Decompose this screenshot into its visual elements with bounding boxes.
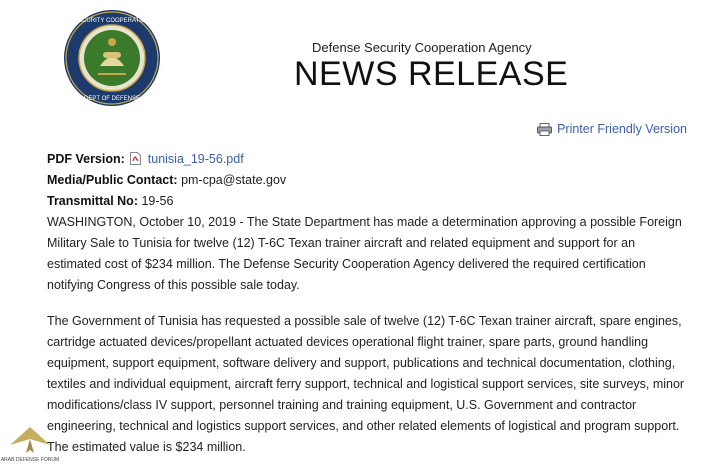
release-paragraph-1: WASHINGTON, October 10, 2019 - The State Department has made a determination approving a possible Foreign Military Sale to Tunisia for twelve (12) T-6C Texan trainer aircraft and related equipment and support for an estimated cost of $234 million. The Defense Security Cooperation Agency delivered the required certification notifying Congress of this possible sale today. bbox=[47, 215, 682, 292]
pdf-download-link[interactable]: tunisia_19-56.pdf bbox=[147, 152, 244, 166]
printer-friendly-link[interactable] bbox=[537, 122, 687, 136]
transmittal-label: Transmittal No: bbox=[47, 194, 138, 208]
media-contact-value: pm-cpa@state.gov bbox=[181, 173, 287, 187]
release-paragraph-2: The Government of Tunisia has requested a possible sale of twelve (12) T-6C Texan trainer aircraft, spare engines, cartridge actuated devices/propellant actuated devices operational flight trainer, spare parts, ground handling equipment, support equipment, software delivery and support, publications and technical documentation, clothing, textiles and individual equipment, aircraft ferry support, technical and logistical support services, site surveys, minor modifications/class IV support, personnel training and training equipment, U.S. Government and contractor engineering, technical and logistics support services, and other related elements of logistical and program support. The estimated value is $234 million. bbox=[47, 314, 685, 454]
dsca-seal-logo bbox=[62, 8, 162, 108]
printer-icon bbox=[537, 123, 552, 136]
transmittal-value: 19-56 bbox=[141, 194, 174, 208]
transmittal-row bbox=[47, 191, 286, 212]
pdf-icon bbox=[130, 152, 141, 165]
media-contact-label: Media/Public Contact: bbox=[47, 173, 178, 187]
printer-friendly-label[interactable]: Printer Friendly Version bbox=[557, 122, 687, 136]
page-title: NEWS RELEASE bbox=[294, 55, 569, 93]
pdf-version-label: PDF Version: bbox=[47, 152, 125, 166]
svg-text:ARAB DEFENSE FORUM: ARAB DEFENSE FORUM bbox=[0, 457, 60, 463]
pdf-version-row bbox=[47, 149, 286, 170]
arab-defense-forum-watermark bbox=[0, 423, 60, 467]
agency-name: Defense Security Cooperation Agency bbox=[312, 40, 532, 55]
media-contact-row bbox=[47, 170, 286, 191]
svg-text:SECURITY COOPERATION: SECURITY COOPERATION bbox=[74, 18, 150, 24]
page-header bbox=[0, 0, 707, 110]
svg-text:DEPT OF DEFENSE: DEPT OF DEFENSE bbox=[84, 96, 140, 102]
release-metadata bbox=[47, 149, 286, 212]
